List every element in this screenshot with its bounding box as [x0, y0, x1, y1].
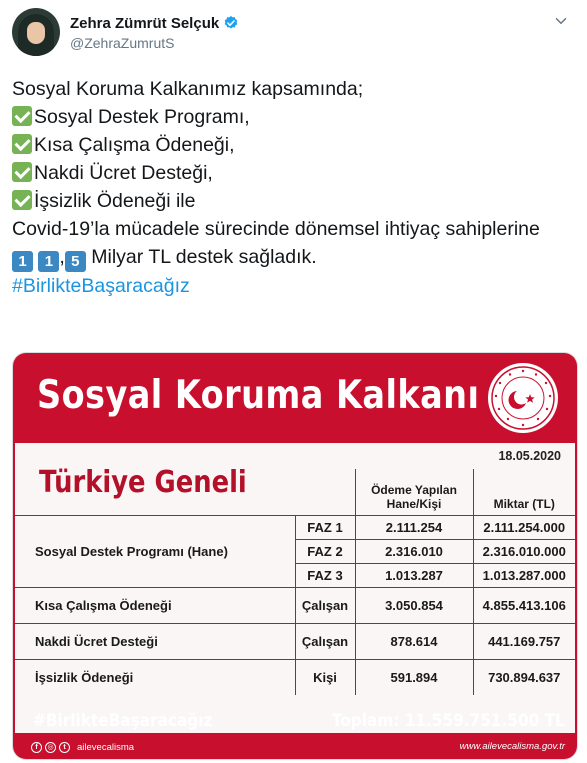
tweet-header — [12, 8, 572, 60]
tweet-list-item: Kısa Çalışma Ödeneği, — [12, 131, 572, 159]
infographic-title: Sosyal Koruma Kalkanı — [37, 373, 480, 418]
footer-hashtag: #BirlikteBaşaracağız — [33, 711, 213, 731]
row-label: Kısa Çalışma Ödeneği — [15, 587, 295, 623]
tweet-list-item: Sosyal Destek Programı, — [12, 103, 572, 131]
social-row — [31, 740, 134, 754]
unit-cell: Çalışan — [295, 623, 355, 659]
chevron-down-icon[interactable] — [552, 12, 570, 30]
column-header: Ödeme Yapılan Hane/Kişi — [355, 469, 473, 515]
row-label: İşsizlik Ödeneği — [35, 669, 134, 685]
count-cell: 1.013.287 — [355, 563, 473, 587]
amount-cell: 4.855.413.106 — [473, 587, 575, 623]
panel-title: Türkiye Geneli — [39, 465, 247, 500]
keycap-digit-icon: 1 — [12, 251, 33, 272]
tweet-text — [12, 75, 572, 300]
tweet-body: Covid-19’la mücadele sürecinde dönemsel ihtiyaç sahiplerine — [12, 218, 540, 240]
check-mark-icon — [12, 162, 32, 182]
tweet-intro: Sosyal Koruma Kalkanımız kapsamında; — [12, 78, 364, 100]
amount-cell: 2.111.254.000 — [473, 515, 575, 539]
data-table — [15, 469, 575, 695]
data-panel — [15, 443, 575, 733]
keycap-digit-icon: 5 — [65, 251, 86, 272]
check-mark-icon — [12, 106, 32, 126]
name-row[interactable] — [70, 13, 239, 33]
instagram-icon: ◎ — [45, 742, 56, 753]
amount-cell: 441.169.757 — [473, 623, 575, 659]
row-label: Nakdi Ücret Desteği — [15, 623, 295, 659]
amount-cell: 2.316.010.000 — [473, 539, 575, 563]
infographic-image[interactable] — [12, 352, 578, 760]
phase-label: FAZ 1 — [295, 515, 355, 539]
tweet-amount: 1 1 , 5 Milyar TL destek sağladık. — [12, 243, 572, 272]
table-row — [15, 623, 575, 659]
tweet-list-item: İşsizlik Ödeneği ile — [12, 187, 572, 215]
column-header: Miktar (TL) — [473, 469, 575, 515]
phase-label: FAZ 3 — [295, 563, 355, 587]
count-cell: 3.050.854 — [355, 587, 473, 623]
author-handle[interactable]: @ZehraZumrutS — [70, 35, 175, 51]
website-text: www.ailevecalisma.gov.tr — [459, 741, 565, 752]
unit-cell: Çalışan — [295, 587, 355, 623]
program-label: Sosyal Destek Programı (Hane) — [15, 515, 295, 587]
verified-badge-icon — [223, 15, 239, 31]
keycap-digit-icon: 1 — [38, 251, 59, 272]
table-header-row — [15, 469, 575, 515]
unit-cell: Kişi — [295, 659, 355, 695]
twitter-icon: t — [59, 742, 70, 753]
report-date: 18.05.2020 — [498, 449, 561, 463]
tweet-list-item: Nakdi Ücret Desteği, — [12, 159, 572, 187]
avatar[interactable] — [12, 8, 60, 56]
amount-cell: 1.013.287.000 — [473, 563, 575, 587]
phase-label: FAZ 2 — [295, 539, 355, 563]
count-cell: 2.316.010 — [355, 539, 473, 563]
table-row — [15, 587, 575, 623]
social-handle: ailevecalisma — [77, 741, 135, 753]
hashtag-link[interactable]: #BirlikteBaşaracağız — [12, 275, 190, 297]
total-amount: Toplam: 11.559.751.500 TL — [332, 711, 565, 731]
author-display-name[interactable]: Zehra Zümrüt Selçuk — [70, 14, 220, 32]
check-mark-icon — [12, 134, 32, 154]
count-cell: 878.614 — [355, 623, 473, 659]
count-cell: 2.111.254 — [355, 515, 473, 539]
facebook-icon: f — [31, 742, 42, 753]
ministry-seal-icon — [486, 361, 560, 435]
count-cell: 591.894 — [355, 659, 473, 695]
table-row — [15, 659, 575, 695]
table-row — [15, 515, 575, 539]
check-mark-icon — [12, 190, 32, 210]
amount-cell: 730.894.637 — [473, 659, 575, 695]
